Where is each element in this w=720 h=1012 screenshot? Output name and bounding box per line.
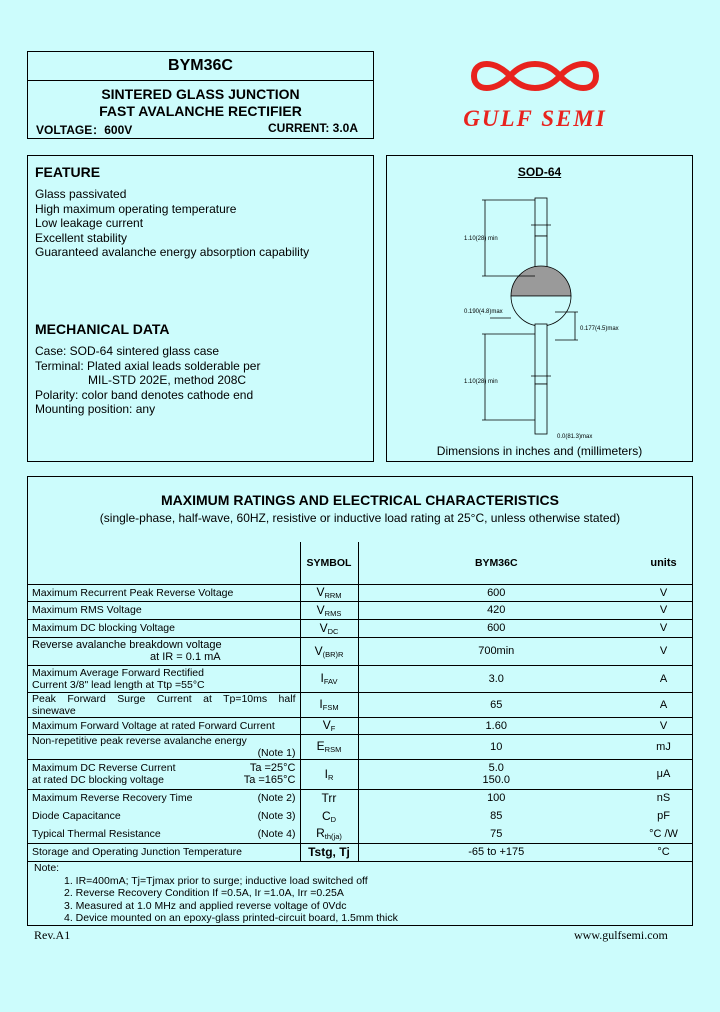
param-label: Peak Forward Surge Current at Tp=10ms half sinewave [28,692,300,717]
gulf-semi-logo [440,54,630,132]
table-row [28,637,693,665]
symbol-cell: $C_D$ [300,807,358,825]
table-row [28,825,693,843]
sod64-package-drawing [460,180,630,442]
value-cell: 600 [358,619,634,637]
unit-cell: °C [634,843,693,861]
value-cell: 65 [358,692,634,717]
notes-title: Note: [34,862,60,874]
unit-cell: pF [657,810,670,822]
ratings-table [28,542,693,862]
unit-cell: V [634,717,693,734]
ratings-title: MAXIMUM RATINGS AND ELECTRICAL CHARACTERISTICS [161,492,559,508]
param-label: Maximum Reverse Recovery Time (Note 2) [28,789,300,807]
value-cell: 5.0 150.0 [358,759,634,789]
dim-lead-dia: 0.0(81.3)max [557,434,593,440]
symbol-cell: $I_{FAV}$ [300,665,358,692]
table-row [28,601,693,619]
unit-cell: mJ [634,734,693,759]
feature-list [35,187,309,260]
table-row [28,734,693,759]
table-row [28,807,693,825]
value-cell: 100 [358,789,634,807]
param-label: Maximum Average Forward Rectified Current 3/8" lead length at Ttp =55°C [28,665,300,692]
param-label: Diode Capacitance (Note 3) [32,810,296,822]
param-label: Reverse avalanche breakdown voltage at IR = 0.1 mA [28,637,300,665]
table-row [28,843,693,861]
dim-lead-top: 1.10(28) min [464,236,498,242]
note-item: 1. IR=400mA; Tj=Tjmax prior to surge; inductive load switched off [64,874,368,887]
table-row [28,665,693,692]
value-cell: 1.60 [358,717,634,734]
symbol-cell: $V_{(BR)R}$ [300,637,358,665]
table-row [28,717,693,734]
list-item: Glass passivated [35,187,127,201]
unit-cell: °C /W [649,827,678,840]
dim-body-len: 0.177(4.5)max [580,326,619,332]
note-item: 2. Reverse Recovery Condition If =0.5A, Ir =1.0A, Irr =0.25A [64,887,344,899]
unit-cell: A [634,692,693,717]
value-cell: 700min [358,637,634,665]
mechanical-list [35,344,260,417]
notes-section [34,862,398,925]
table-row [28,692,693,717]
note-item: 3. Measured at 1.0 MHz and applied reverse voltage of 0Vdc [64,899,347,912]
dim-body-dia: 0.190(4.8)max [464,309,503,315]
package-title: SOD-64 [517,165,562,179]
list-item: Low leakage current [35,216,144,231]
symbol-cell: $R_{th(ja)}$ [300,825,358,843]
param-label: Typical Thermal Resistance (Note 4) [32,827,296,840]
header-line-2: FAST AVALANCHE RECTIFIER [99,103,302,119]
symbol-cell: $I_R$ [300,759,358,789]
param-label: Maximum Recurrent Peak Reverse Voltage [28,584,300,601]
symbol-cell: Tstg, Tj [300,843,358,861]
col-part-header: BYM36C [474,556,518,569]
website-url[interactable]: www.gulfsemi.com [574,928,668,942]
value-cell: 600 [358,584,634,601]
note-item: 4. Device mounted on an epoxy-glass printed-circuit board, 1.5mm thick [64,912,398,924]
list-item: Guaranteed avalanche energy absorption capability [35,245,310,260]
dimensions-caption: Dimensions in inches and (millimeters) [436,444,643,458]
symbol-cell: $V_{RRM}$ [300,584,358,601]
unit-cell: V [634,584,693,601]
revision-label: Rev.A1 [34,928,71,942]
list-item: Mounting position: any [35,402,156,417]
header-divider [27,80,374,81]
param-label: Non-repetitive peak reverse avalanche energy (Note 1) [28,734,300,759]
list-item: Polarity: color band denotes cathode end [35,387,254,402]
col-units-header: units [650,556,677,569]
value-cell: -65 to +175 [358,843,634,861]
part-number: BYM36C [168,57,233,74]
col-symbol-header: SYMBOL [300,542,358,584]
value-cell: 10 [358,734,634,759]
symbol-cell: $E_{RSM}$ [300,734,358,759]
unit-cell: nS [634,789,693,807]
value-cell: 420 [358,601,634,619]
unit-cell: V [634,619,693,637]
param-label: Maximum DC blocking Voltage [28,619,300,637]
unit-cell: V [634,637,693,665]
value-cell: 75 [490,827,503,840]
unit-cell: V [634,601,693,619]
unit-cell: A [634,665,693,692]
current-rating: CURRENT: 3.0A [268,121,359,135]
symbol-cell: $V_{DC}$ [300,619,358,637]
symbol-cell: Trr [300,789,358,807]
list-item: High maximum operating temperature [35,201,237,216]
symbol-cell: $V_{RMS}$ [300,601,358,619]
list-item: MIL-STD 202E, method 208C [88,373,247,388]
mechanical-title: MECHANICAL DATA [35,321,170,337]
param-label: Maximum DC Reverse Current Ta =25°C at rated DC blocking voltage Ta =165°C [28,759,300,789]
symbol-cell: $I_{FSM}$ [300,692,358,717]
dim-lead-bottom: 1.10(28) min [464,379,498,385]
unit-cell: μA [634,759,693,789]
feature-title: FEATURE [35,164,101,180]
value-cell: 85 [490,810,503,822]
value-cell: 3.0 [358,665,634,692]
header-line-1: SINTERED GLASS JUNCTION [101,86,300,102]
table-row [28,619,693,637]
table-row [28,759,693,789]
param-label: Maximum Forward Voltage at rated Forward Current [28,717,300,734]
table-header-row [28,542,693,584]
param-label: Maximum RMS Voltage [28,601,300,619]
table-row [28,789,693,807]
list-item: Excellent stability [35,230,128,245]
logo-text: GULF SEMI [463,106,607,131]
param-label: Storage and Operating Junction Temperature [28,843,300,861]
ratings-subtitle: (single-phase, half-wave, 60HZ, resistive or inductive load rating at 25°C, unless otherwise stated) [99,511,621,525]
table-row [28,584,693,601]
voltage-rating: VOLTAGE：600V [36,123,133,137]
symbol-cell: $V_F$ [300,717,358,734]
list-item: Terminal: Plated axial leads solderable per [35,358,261,373]
list-item: Case: SOD-64 sintered glass case [35,344,220,358]
